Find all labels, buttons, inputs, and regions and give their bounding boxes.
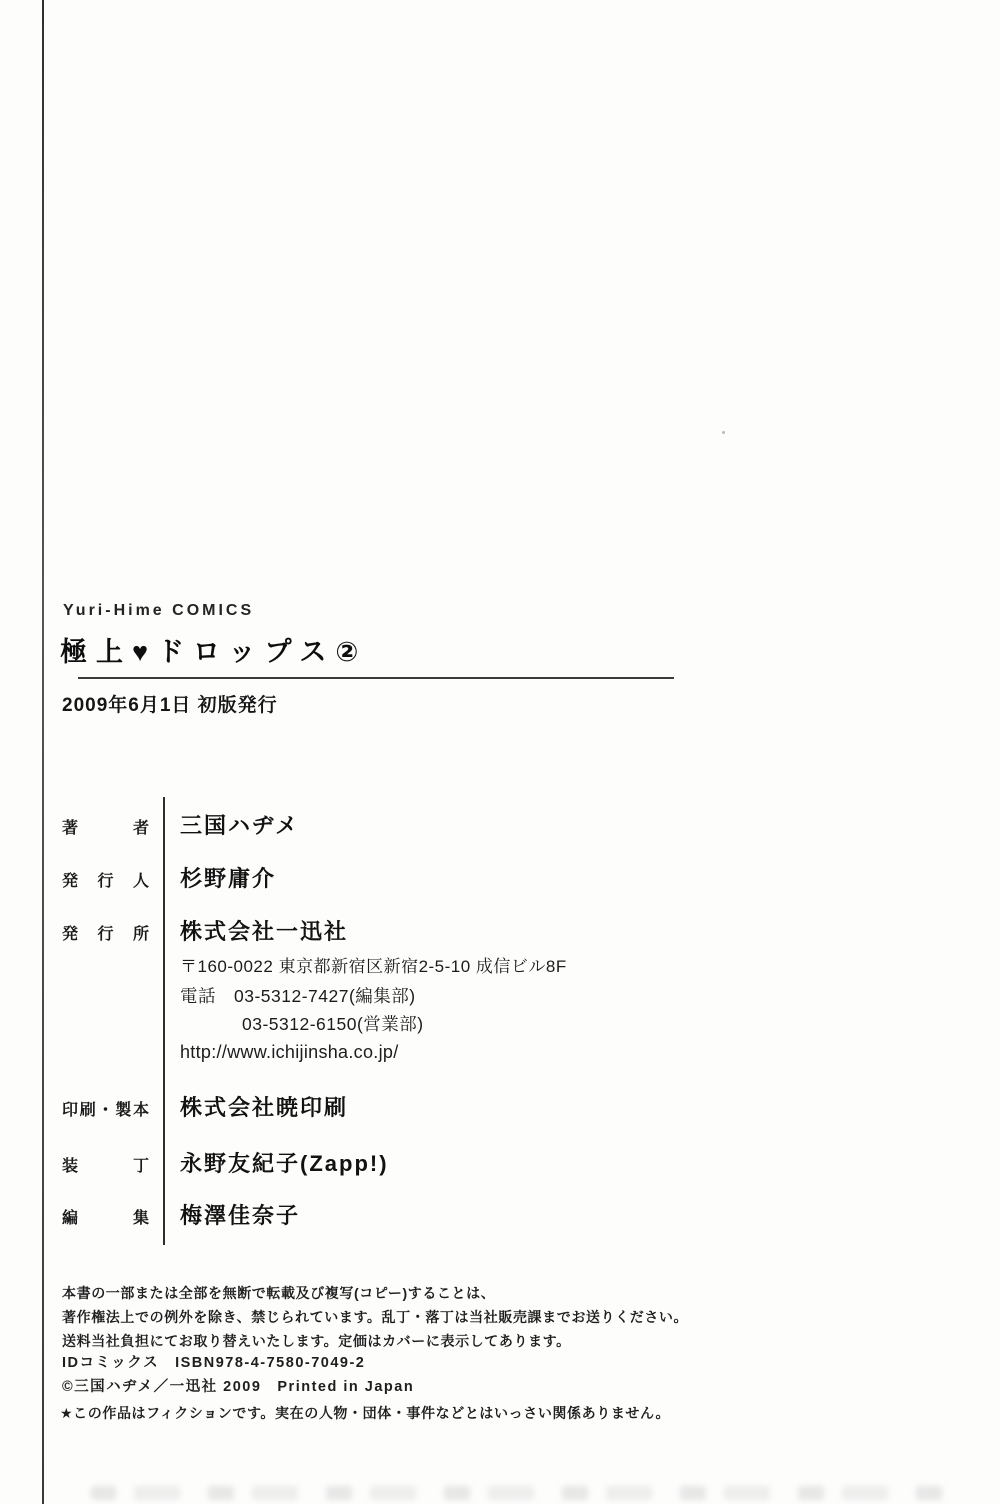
colophon-row-printing xyxy=(62,1091,842,1122)
legal-line-3: 送料当社負担にてお取り替えいたします。定価はカバーに表示してあります。 xyxy=(62,1333,571,1349)
colophon-row-author xyxy=(62,809,842,840)
publisher-label: 発行所 xyxy=(62,926,150,943)
editing-label: 編集 xyxy=(62,1210,150,1227)
isbn-line: IDコミックス ISBN978-4-7580-7049-2 xyxy=(62,1355,366,1371)
printing-label: 印刷・製本 xyxy=(62,1102,150,1119)
legal-line-2: 著作権法上での例外を除き、禁じられています。乱丁・落丁は当社販売課までお送りください。 xyxy=(62,1309,689,1325)
author-value: 三国ハヂメ xyxy=(180,813,300,838)
publisher-person-label: 発行人 xyxy=(62,873,150,890)
colophon-row-publisher-person xyxy=(62,862,842,893)
publisher-address: 〒160-0022 東京都新宿区新宿2-5-10 成信ビル8F xyxy=(180,957,567,976)
page-bottom-ink-ghosting xyxy=(90,1486,950,1500)
fiction-notice: ★この作品はフィクションです。実在の人物・団体・事件などとはいっさい関係ありません。 xyxy=(60,1405,671,1421)
scan-speck xyxy=(722,431,725,434)
publisher-details xyxy=(180,919,567,1065)
legal-line-1: 本書の一部または全部を無断で転載及び複写(コピー)することは、 xyxy=(62,1285,496,1301)
publisher-website: http://www.ichijinsha.co.jp/ xyxy=(180,1042,399,1062)
book-title: 極上♥ドロップス② xyxy=(60,637,368,667)
publisher-phone-editorial: 電話 03-5312-7427(編集部) xyxy=(180,986,416,1006)
printing-value: 株式会社暁印刷 xyxy=(180,1095,349,1120)
author-label: 著者 xyxy=(62,820,150,837)
colophon-row-design xyxy=(62,1147,842,1178)
edition-date: 2009年6月1日 初版発行 xyxy=(62,695,278,716)
colophon-row-editing xyxy=(62,1199,842,1230)
editing-value: 梅澤佳奈子 xyxy=(180,1203,301,1228)
design-label: 装丁 xyxy=(62,1158,150,1175)
colophon-row-publisher xyxy=(62,919,842,1065)
page-spine-rule xyxy=(42,0,44,1504)
publisher-person-value: 杉野庸介 xyxy=(180,866,277,891)
colophon-table xyxy=(62,795,842,1255)
publisher-phone-sales: 03-5312-6150(営業部) xyxy=(242,1014,424,1034)
design-value: 永野友紀子(Zapp!) xyxy=(180,1151,389,1176)
series-label: Yuri-Hime COMICS xyxy=(63,602,255,619)
title-underline xyxy=(78,677,674,679)
legal-notice xyxy=(62,1281,862,1353)
copyright-line: ©三国ハヂメ／一迅社 2009 Printed in Japan xyxy=(62,1379,415,1395)
publisher-company: 株式会社一迅社 xyxy=(180,919,349,944)
